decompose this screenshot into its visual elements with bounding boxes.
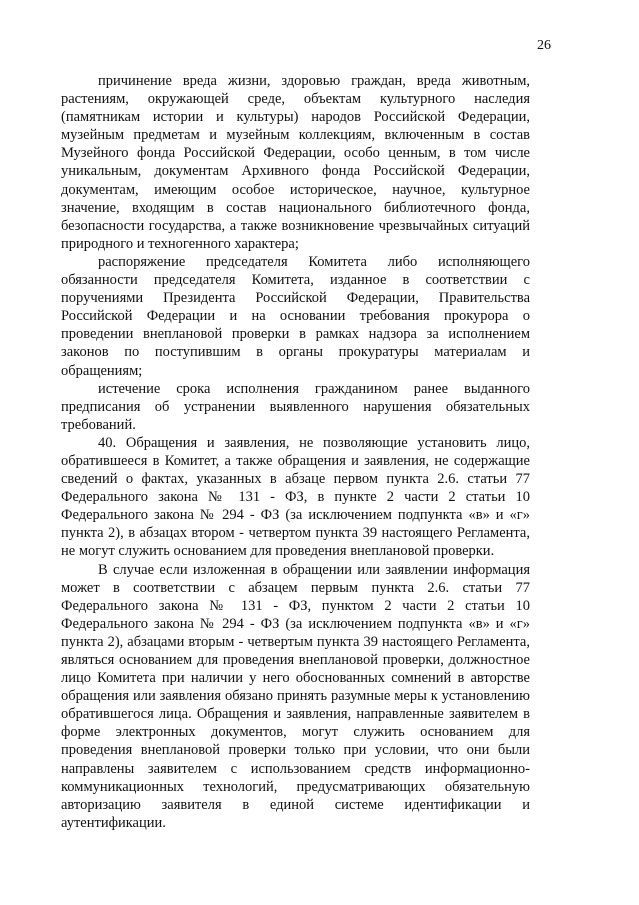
page-number: 26 [537, 38, 551, 53]
paragraph-prescription-expiry: истечение срока исполнения гражданином ранее выданного предписания об устранении выявленного нарушения обязательных требований. [61, 380, 530, 433]
paragraph-verification-conditions: В случае если изложенная в обращении или заявлении информация может в соответствии с абзацем первым пункта 2.6. статьи 77 Федерального закона № 131 - ФЗ, пунктом 2 части 2 статьи 10 Федерального закона № 294 - ФЗ (за исключением подпункта «в» и «г» пункта 2), абзацами вторым - четвертым пункта 39 настоящего Регламента, являться основанием для проведения внеплановой проверки, должностное лицо Комитета при наличии у него обоснованных сомнений в авторстве обращения или заявления обязано принять разумные меры к установлению обратившегося лица. Обращения и заявления, направленные заявителем в форме электронных документов, могут служить основанием для проведения внеплановой проверки только при условии, что они были направлены заявителем с использованием средств информационно-коммуникационных технологий, предусматривающих обязательную авторизацию заявителя в единой системе идентификации и аутентификации. [61, 561, 530, 831]
paragraph-item-40: 40. Обращения и заявления, не позволяющие установить лицо, обратившееся в Комитет, а также обращения и заявления, не содержащие сведений о фактах, указанных в абзаце первом пункта 2.6. статьи 77 Федерального закона № 131 - ФЗ, в пункте 2 части 2 статьи 10 Федерального закона № 294 - ФЗ (за исключением подпункта «в» и «г» пункта 2), в абзацах втором - четвертом пункта 39 настоящего Регламента, не могут служить основанием для проведения внеплановой проверки. [61, 434, 530, 560]
paragraph-chairman-order: распоряжение председателя Комитета либо исполняющего обязанности председателя Комитета, изданное в соответствии с поручениями Президента Российской Федерации, Правительства Российской Федерации и на основании требования прокурора о проведении внеплановой проверки в рамках надзора за исполнением законов по поступившим в органы прокуратуры материалам и обращениям; [61, 253, 530, 379]
document-body [61, 72, 530, 832]
paragraph-harm-list: причинение вреда жизни, здоровью граждан, вреда животным, растениям, окружающей среде, объектам культурного наследия (памятникам истории и культуры) народов Российской Федерации, музейным предметам и музейным коллекциям, включенным в состав Музейного фонда Российской Федерации, особо ценным, в том числе уникальным, документам Архивного фонда Российской Федерации, документам, имеющим особое историческое, научное, культурное значение, входящим в состав национального библиотечного фонда, безопасности государства, а также возникновение чрезвычайных ситуаций природного и техногенного характера; [61, 73, 530, 252]
